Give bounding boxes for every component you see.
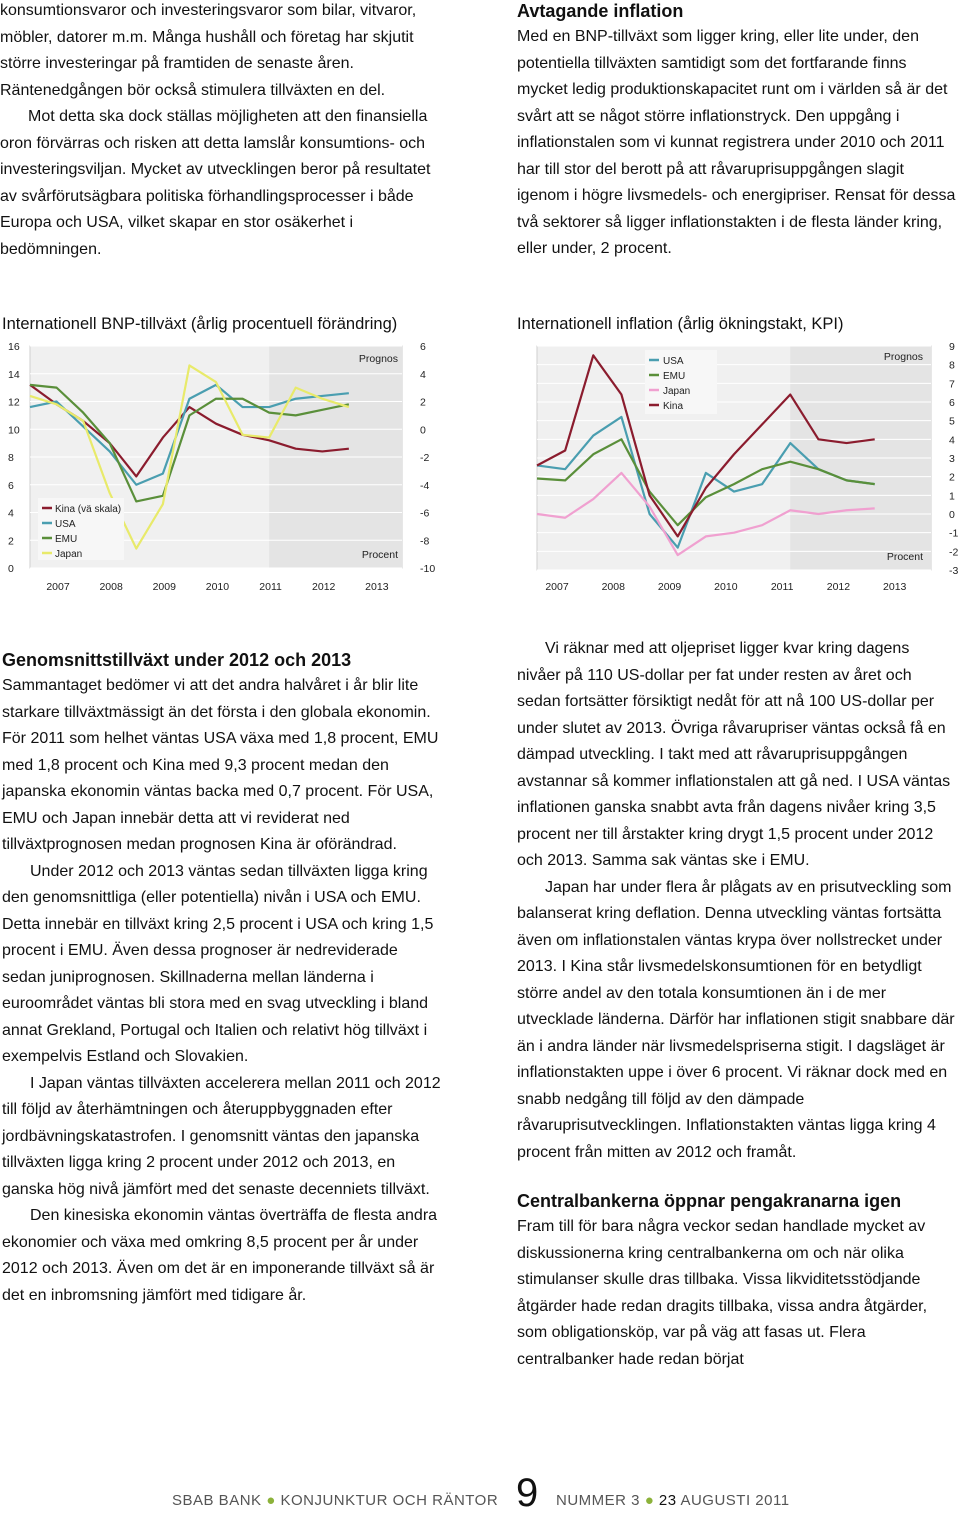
issue-day: 23 <box>658 1492 677 1509</box>
y-tick-label-left: 8 <box>8 452 14 464</box>
y-tick-label: 4 <box>949 434 955 447</box>
x-tick-label: 2008 <box>601 581 625 593</box>
y-tick-label: 5 <box>949 415 955 428</box>
left-top-text <box>0 0 440 263</box>
y-tick-label-right: 0 <box>420 424 426 437</box>
y-tick-label: 6 <box>949 397 955 409</box>
footer-issue <box>556 1492 790 1509</box>
right-bottom-text <box>517 636 957 1373</box>
x-tick-label: 2010 <box>714 581 738 593</box>
legend-label: EMU <box>55 534 78 545</box>
y-tick-label: 7 <box>949 378 955 391</box>
page-number: 9 <box>516 1471 539 1515</box>
y-tick-label-left: 14 <box>8 368 20 381</box>
y-tick-label: -2 <box>949 546 959 559</box>
y-tick-label-right: 6 <box>420 341 426 353</box>
x-tick-label: 2008 <box>99 581 123 593</box>
y-tick-label: 1 <box>949 490 955 503</box>
left-bottom-text <box>2 647 442 1309</box>
paragraph: I Japan väntas tillväxten accelerera mellan 2011 och 2012 till följd av återhämtningen och återuppbyggnaden efter jordbävningskatastrofen. I genomsnitt väntas den japanska tillväxten ligga kring 2 procent under 2012 och 2013, en ganska hög nivå jämfört med det senaste decenniets tillväxt. <box>2 1074 441 1198</box>
unit-label: Procent <box>361 549 398 561</box>
y-tick-label-right: 2 <box>420 396 426 409</box>
paragraph: Fram till för bara några veckor sedan handlade mycket av diskussionerna kring centralbankerna om och när olika stimulanser skulle dras tillbaka. Vissa likviditetsstödjande åtgärder hade redan dragits tillbaka, vissa andra åtgärder, som obligationsköp, var på väg att fasas ut. Flera centralbanker hade redan börjat <box>517 1218 928 1368</box>
y-tick-label-right: -8 <box>420 535 430 548</box>
bullet-separator: ● <box>266 1492 276 1509</box>
footer-brand <box>172 1492 498 1509</box>
y-tick-label: 0 <box>949 509 955 521</box>
unit-label: Procent <box>886 551 923 563</box>
paragraph: Vi räknar med att oljepriset ligger kvar kring dagens nivåer på 110 US-dollar per fat under resten av året och sedan fortsätter försiktigt nedåt för att nå 100 US-dollar per under slutet av 2013. Övriga råvarupriser väntas också få en dämpad utveckling. I takt med att råvaruprisuppgången avstannar så kommer inflationstalen att gå ned. I USA väntas inflationen ganska snabbt avta från dagens nivåer kring 3,5 procent ner till årstakter kring drygt 1,5 procent under 2012 och 2013. Samma sak väntas ske i EMU. <box>517 640 951 869</box>
legend-label: USA <box>663 356 684 367</box>
paragraph: Sammantaget bedömer vi att det andra halvåret i år blir lite starkare tillväxtmässigt än det första i den globala ekonomin. För 2011 som helhet väntas USA växa med 1,8 procent, EMU med 1,8 procent och Kina med 9,3 procent medan den japanska ekonomin väntas backa med 0,7 procent. För USA, EMU och Japan innebär detta att vi reviderat ned tillväxtprognosen medan prognosen Kina är oförändrad. <box>2 677 439 853</box>
section-heading: Avtagande inflation <box>517 1 684 21</box>
y-tick-label-left: 16 <box>8 341 20 353</box>
bullet-separator: ● <box>644 1492 655 1509</box>
legend-label: Kina (vä skala) <box>55 504 122 515</box>
y-tick-label-right: -2 <box>420 452 430 464</box>
footer-section: KONJUNKTUR OCH RÄNTOR <box>280 1492 499 1509</box>
x-tick-label: 2013 <box>883 581 907 593</box>
y-tick-label: 3 <box>949 453 955 465</box>
x-tick-label: 2013 <box>365 581 389 593</box>
paragraph: Under 2012 och 2013 väntas sedan tillväxten ligga kring den genomsnittliga (eller potentiella) nivån i USA och EMU. Detta innebär en tillväxt kring 2,5 procent i USA och kring 1,5 procent i EMU. Även dessa prognoser är nedreviderade sedan juniprognosen. Skillnaderna mellan länderna i euroområdet väntas bli stora med en svag utveckling i bland annat Grekland, Portugal och Italien och relativt hög tillväxt i exempelvis Estland och Slovakien. <box>2 862 434 1065</box>
paragraph: Japan har under flera år plågats av en prisutveckling som balanserat kring deflation. Denna utveckling väntas fortsätta även om inflationstalen väntas krypa över nollstrecket under 2013. I Kina står livsmedelskonsumtionen för en betydligt större andel av den totala konsumtionen än i de mer utvecklade länderna. Därför har inflationen stigit snabbare där än i andra länder när livsmedelspriserna stigit. I dagsläget är inflationstakten uppe i över 6 procent. Vi räknar dock med en snabb nedgång till följd av den dämpade råvaruprisutvecklingen. Inflationstakten väntas ligga kring 4 procent från mitten av 2012 och framåt. <box>517 878 955 1161</box>
issue-date: AUGUSTI 2011 <box>680 1492 790 1509</box>
gdp-chart <box>0 338 450 603</box>
x-tick-label: 2011 <box>770 581 794 593</box>
gdp-chart-caption: Internationell BNP-tillväxt (årlig procentuell förändring) <box>2 315 398 333</box>
y-tick-label: 2 <box>949 471 955 484</box>
y-tick-label-left: 12 <box>8 396 20 409</box>
right-top-text <box>517 0 957 263</box>
legend-label: Japan <box>663 386 691 397</box>
prognos-label: Prognos <box>883 351 923 363</box>
x-tick-label: 2009 <box>657 581 682 593</box>
x-tick-label: 2011 <box>259 581 282 593</box>
footer-brand-name: SBAB BANK <box>172 1492 262 1509</box>
y-tick-label-left: 4 <box>8 507 14 520</box>
legend-label: Japan <box>55 549 83 560</box>
page-footer <box>0 1471 960 1515</box>
x-tick-label: 2009 <box>152 581 176 593</box>
y-tick-label: -3 <box>949 565 959 577</box>
y-tick-label-right: 4 <box>420 368 426 381</box>
y-tick-label: 8 <box>949 359 955 372</box>
y-tick-label-left: 0 <box>8 563 14 575</box>
section-heading: Centralbankerna öppnar pengakranarna igen <box>517 1191 902 1211</box>
y-tick-label-left: 10 <box>8 424 20 437</box>
x-tick-label: 2012 <box>826 581 851 593</box>
issue-number: NUMMER 3 <box>556 1492 641 1509</box>
y-tick-label-right: -6 <box>420 507 430 520</box>
prognos-label: Prognos <box>358 353 398 365</box>
x-tick-label: 2012 <box>312 581 336 593</box>
paragraph: Den kinesiska ekonomin väntas överträffa de flesta andra ekonomier och växa med omkring 8,5 procent per år under 2012 och 2013. Även om det är en imponerande tillväxt så är det en inbromsning jämfört med tidigare år. <box>2 1207 438 1304</box>
x-tick-label: 2010 <box>205 581 230 593</box>
cpi-chart <box>517 338 960 603</box>
cpi-chart-caption: Internationell inflation (årlig ökningstakt, KPI) <box>517 315 844 333</box>
y-tick-label-left: 6 <box>8 479 14 492</box>
paragraph: Mot detta ska dock ställas möjligheten att den finansiella oron förvärras och risken att detta lamslår konsumtions- och investeringsviljan. Mycket av utvecklingen beror på resultatet av svårförutsägbara politiska förhandlingsprocesser i både Europa och USA, vilket skapar en stor osäkerhet i bedömningen. <box>0 108 431 258</box>
legend-label: EMU <box>663 371 686 382</box>
legend-label: Kina <box>663 401 684 412</box>
x-tick-label: 2007 <box>545 581 569 593</box>
y-tick-label-left: 2 <box>8 535 14 548</box>
x-tick-label: 2007 <box>46 581 70 593</box>
paragraph: Med en BNP-tillväxt som ligger kring, eller lite under, den potentiella tillväxten samtidigt som det fortfarande finns mycket ledig produktionskapacitet runt om i världen så är det svårt att se något större inflationstryck. Den uppgång i inflationstalen som vi kunnat registrera under 2010 och 2011 har till stor del berott på att råvaruprisuppgången slagit igenom i högre livsmedels- och energipriser. Rensat för dessa två sektorer så ligger inflationstakten i de flesta länder kring, eller under, 2 procent. <box>517 28 956 257</box>
legend-label: USA <box>55 519 76 530</box>
y-tick-label-right: -10 <box>420 563 436 575</box>
paragraph: konsumtionsvaror och investeringsvaror som bilar, vitvaror, möbler, datorer m.m. Många hushåll och företag har skjutit större investeringar på framtiden de senaste åren. Räntenedgången bör också stimulera tillväxten en del. <box>0 2 417 99</box>
y-tick-label-right: -4 <box>420 479 430 492</box>
y-tick-label: 9 <box>949 341 955 353</box>
y-tick-label: -1 <box>949 527 959 540</box>
section-heading: Genomsnittstillväxt under 2012 och 2013 <box>2 650 352 670</box>
